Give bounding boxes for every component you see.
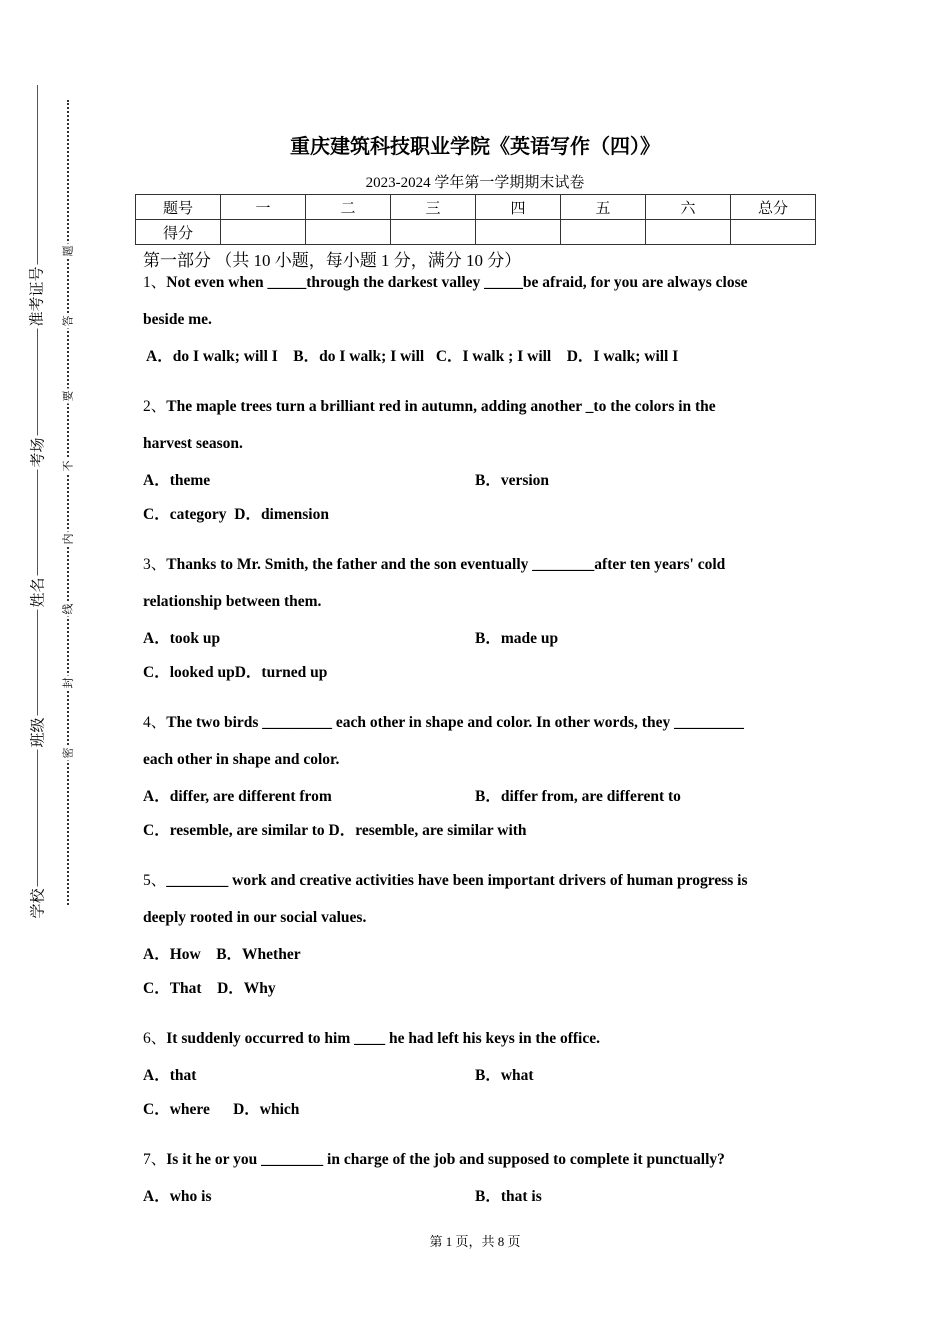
score-cell: 三 [391,195,476,220]
answer-option: B．version [475,472,550,489]
question-number: 4、 [143,714,167,731]
score-cell: 二 [306,195,391,220]
question-number: 7、 [143,1151,167,1168]
class-label: 班级 [28,717,47,748]
question-text: Thanks to Mr. Smith, the father and the son eventually ________after ten years' cold [166,556,726,573]
exam-room-label: 考场 [28,437,47,468]
question-text-line [143,1147,813,1184]
score-cell [391,220,476,245]
question-text: ________ work and creative activities have been important drivers of human progress is [166,872,748,889]
options-row [143,502,813,536]
options-row [143,784,813,818]
answer-option: A．that [143,1067,197,1084]
question-text-line [143,710,813,747]
seal-char: 密 [61,747,75,759]
answer-option: C．where D．which [143,1101,300,1118]
score-cell: 得分 [136,220,221,245]
question-7 [143,1147,813,1218]
score-cell: 四 [476,195,561,220]
question-4 [143,710,813,852]
question-text: relationship between them. [143,593,322,610]
question-text: Is it he or you ________ in charge of the job and supposed to complete it punctually? [166,1151,725,1168]
seal-char: 答 [61,315,75,327]
page-footer: 第 1 页，共 8 页 [429,1234,521,1249]
question-number: 3、 [143,556,167,573]
question-text: beside me. [143,311,212,328]
question-text-line [143,1026,813,1063]
options-row [143,976,813,1010]
seal-char: 题 [61,245,75,257]
question-text-line [143,307,813,344]
question-text-line [143,747,813,784]
score-cell [221,220,306,245]
options-row [143,942,813,976]
score-cell [476,220,561,245]
answer-option: C．resemble, are similar to D．resemble, are similar with [143,822,527,839]
exam-title: 重庆建筑科技职业学院《英语写作（四）》 [290,134,660,158]
question-text-line [143,270,813,307]
options-row [143,1097,813,1131]
question-text: It suddenly occurred to him ____ he had left his keys in the office. [166,1030,600,1047]
seal-char: 不 [61,460,75,472]
score-cell [646,220,731,245]
options-row [143,818,813,852]
score-cell: 五 [561,195,646,220]
score-cell: 题号 [136,195,221,220]
options-row [143,1184,813,1218]
score-cell: 一 [221,195,306,220]
margin-dotted-line [67,100,69,905]
section-heading: 第一部分 （共 10 小题，每小题 1 分，满分 10 分） [143,251,522,270]
score-table-score-row [136,220,816,245]
options-row [143,660,813,694]
score-cell [561,220,646,245]
question-text: The maple trees turn a brilliant red in autumn, adding another _to the colors in the [166,398,716,415]
score-cell [731,220,816,245]
seal-char: 要 [61,390,75,402]
question-2 [143,394,813,536]
answer-option: B．differ from, are different to [475,788,681,805]
question-text-line [143,431,813,468]
question-number: 5、 [143,872,167,889]
score-cell: 总分 [731,195,816,220]
options-row [143,626,813,660]
score-table-header-row [136,195,816,220]
margin-solid-line [37,85,38,905]
seal-char: 内 [61,533,75,545]
answer-option: A．who is [143,1188,212,1205]
score-cell: 六 [646,195,731,220]
school-label: 学校 [28,888,47,919]
score-cell [306,220,391,245]
question-text-line [143,552,813,589]
answer-option: C．That D．Why [143,980,276,997]
answer-option: B．what [475,1067,534,1084]
answer-option: A．took up [143,630,221,647]
name-label: 姓名 [28,577,47,608]
options-row [143,344,813,378]
seal-char: 封 [61,677,75,689]
exam-subtitle: 2023-2024 学年第一学期期末试卷 [365,175,585,191]
question-3 [143,552,813,694]
question-list [143,270,813,1234]
question-number: 2、 [143,398,167,415]
answer-option: C．looked upD．turned up [143,664,328,681]
question-number: 1、 [143,274,167,291]
answer-option: A．How B．Whether [143,946,301,963]
admission-number-label: 准考证号 [27,266,46,327]
answer-option: B．that is [475,1188,542,1205]
answer-option: C．category D．dimension [143,506,329,523]
answer-option: A．differ, are different from [143,788,332,805]
question-text: deeply rooted in our social values. [143,909,367,926]
options-row [143,1063,813,1097]
question-6 [143,1026,813,1131]
question-1 [143,270,813,378]
question-number: 6、 [143,1030,167,1047]
question-text: each other in shape and color. [143,751,340,768]
question-text: The two birds _________ each other in shape and color. In other words, they _________ [166,714,744,731]
question-text: Not even when _____through the darkest valley _____be afraid, for you are always close [166,274,748,291]
answer-option: A．do I walk; will I B．do I walk; I will C．I walk ; I will D．I walk; will I [143,348,679,365]
question-text-line [143,589,813,626]
question-text-line [143,394,813,431]
answer-option: A．theme [143,472,211,489]
question-text-line [143,905,813,942]
question-text: harvest season. [143,435,243,452]
score-table [135,194,816,245]
question-text-line [143,868,813,905]
question-5 [143,868,813,1010]
answer-option: B．made up [475,630,559,647]
options-row [143,468,813,502]
seal-char: 线 [61,603,75,615]
